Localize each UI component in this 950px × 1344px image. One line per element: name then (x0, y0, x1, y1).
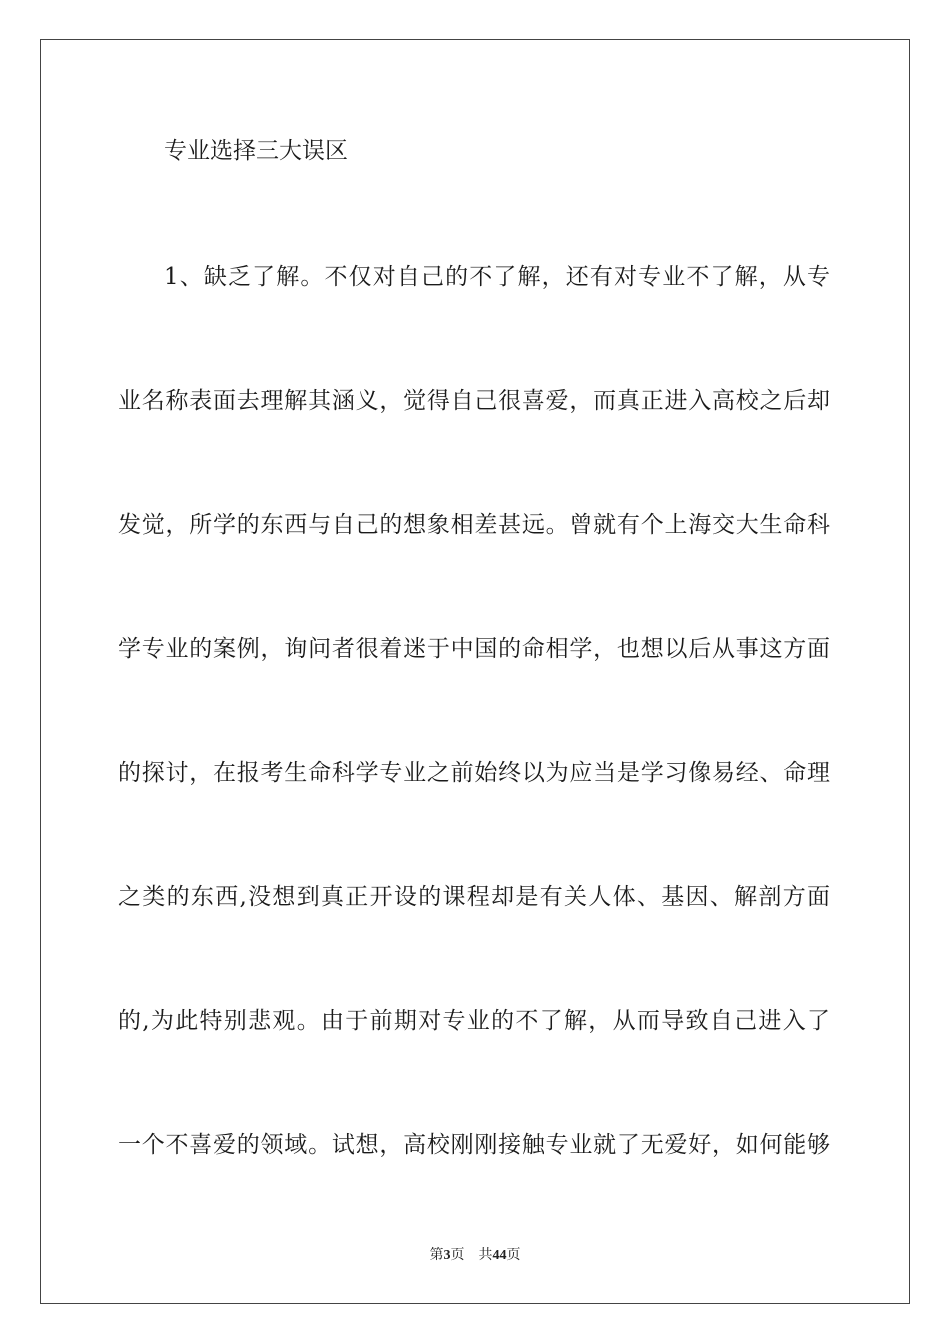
footer-total-prefix: 共 (478, 1248, 493, 1263)
page-border (40, 39, 910, 1304)
paragraph-line-3: 发觉，所学的东西与自己的想象相差甚远。曾就有个上海交大生命科 (118, 512, 830, 538)
paragraph-line-5: 的探讨，在报考生命科学专业之前始终以为应当是学习像易经、命理 (118, 760, 830, 786)
paragraph-line-8: 一个不喜爱的领域。试想，高校刚刚接触专业就了无爱好，如何能够 (118, 1132, 830, 1158)
paragraph-line-7: 的,为此特别悲观。由于前期对专业的不了解，从而导致自己进入了 (118, 1008, 830, 1034)
page-footer (0, 1247, 950, 1265)
footer-page-number: 3 (443, 1248, 451, 1263)
paragraph-line-6: 之类的东西,没想到真正开设的课程却是有关人体、基因、解剖方面 (118, 884, 830, 910)
footer-total-pages: 44 (492, 1248, 507, 1263)
paragraph-line-1: 1、缺乏了解。不仅对自己的不了解，还有对专业不了解，从专 (164, 264, 830, 290)
footer-page-prefix: 第 (429, 1248, 444, 1263)
paragraph-line-2: 业名称表面去理解其涵义，觉得自己很喜爱，而真正进入高校之后却 (118, 388, 830, 414)
footer-page-suffix: 页 (450, 1248, 465, 1263)
footer-total-suffix: 页 (506, 1248, 521, 1263)
paragraph-line-4: 学专业的案例，询问者很着迷于中国的命相学，也想以后从事这方面 (118, 636, 830, 662)
section-title: 专业选择三大误区 (164, 138, 348, 164)
